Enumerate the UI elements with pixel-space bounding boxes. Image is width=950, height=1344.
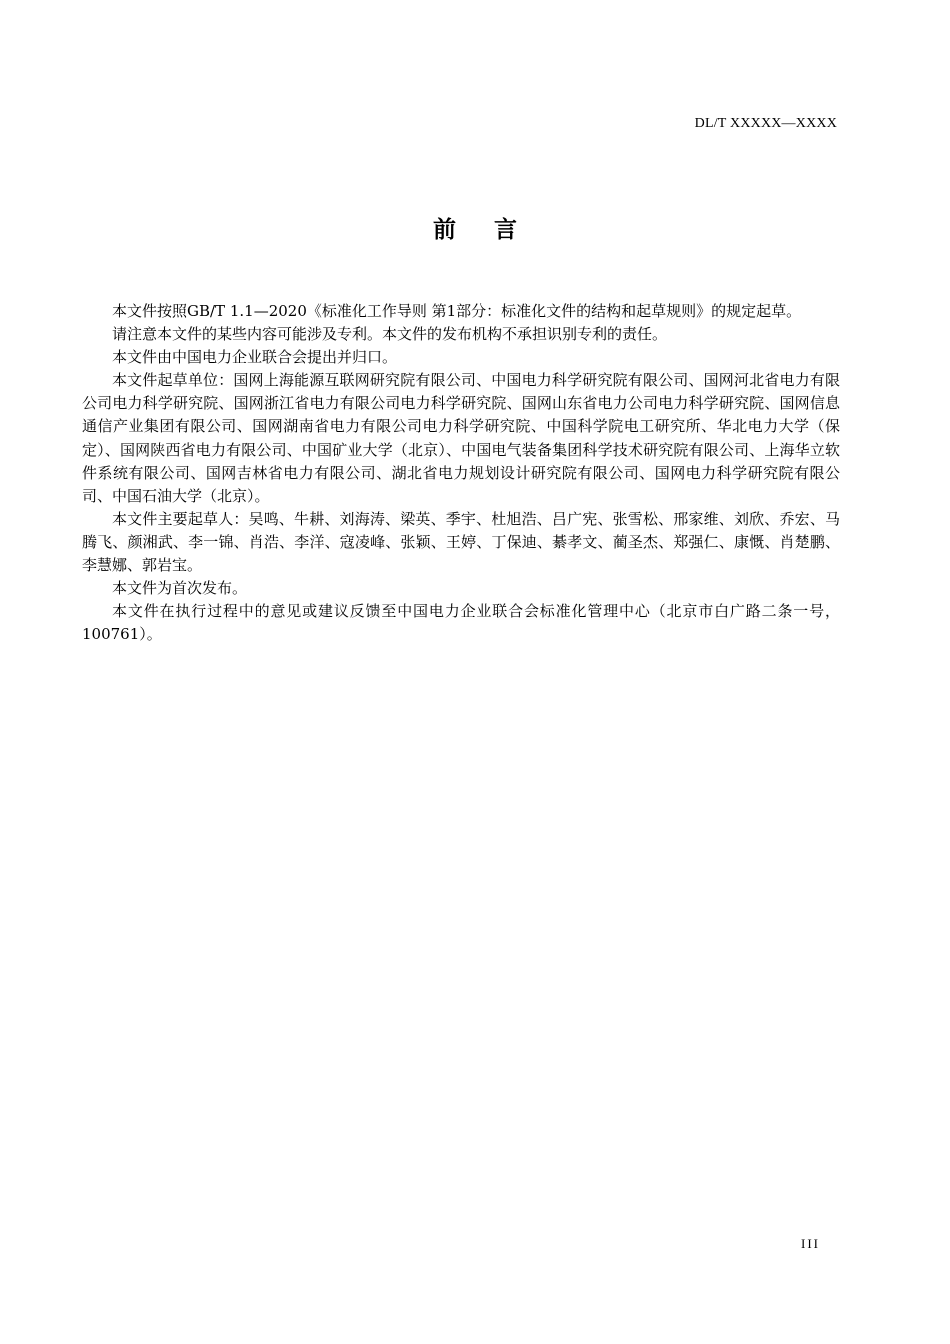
page-title: 前言: [433, 217, 555, 243]
paragraph-drafting-units: 本文件起草单位：国网上海能源互联网研究院有限公司、中国电力科学研究院有限公司、国网河北省电力有限公司电力科学研究院、国网浙江省电力有限公司电力科学研究院、国网山东省电力公司电力科学研究院、国网信息通信产业集团有限公司、国网湖南省电力有限公司电力科学研究院、中国科学院电工研究所、华北电力大学（保定）、国网陕西省电力有限公司、中国矿业大学（北京）、中国电气装备集团科学技术研究院有限公司、上海华立软件系统有限公司、国网吉林省电力有限公司、湖北省电力规划设计研究院有限公司、国网电力科学研究院有限公司、中国石油大学（北京）。: [82, 371, 840, 505]
paragraph-drafting-basis: 本文件按照GB/T 1.1—2020《标准化工作导则 第1部分：标准化文件的结构和起草规则》的规定起草。: [112, 302, 802, 320]
page-number: III: [801, 1236, 820, 1251]
foreword-body: [82, 300, 840, 646]
paragraph-drafters: 本文件主要起草人：吴鸣、牛耕、刘海涛、梁英、季宇、杜旭浩、吕广宪、张雪松、邢家维、刘欣、乔宏、马腾飞、颜湘武、李一锦、肖浩、李洋、寇凌峰、张颖、王婷、丁保迪、綦孝文、蔺圣杰、郑强仁、康慨、肖楚鹏、李慧娜、郭岩宝。: [82, 509, 840, 575]
paragraph-patent-notice: 请注意本文件的某些内容可能涉及专利。本文件的发布机构不承担识别专利的责任。: [112, 325, 668, 344]
paragraph-feedback: 本文件在执行过程中的意见或建议反馈至中国电力企业联合会标准化管理中心（北京市白广路二条一号，100761）。: [82, 602, 840, 644]
paragraph-first-release: 本文件为首次发布。: [112, 579, 248, 598]
paragraph-proposer: 本文件由中国电力企业联合会提出并归口。: [112, 348, 398, 367]
standard-code: DL/T XXXXX—XXXX: [694, 116, 837, 131]
